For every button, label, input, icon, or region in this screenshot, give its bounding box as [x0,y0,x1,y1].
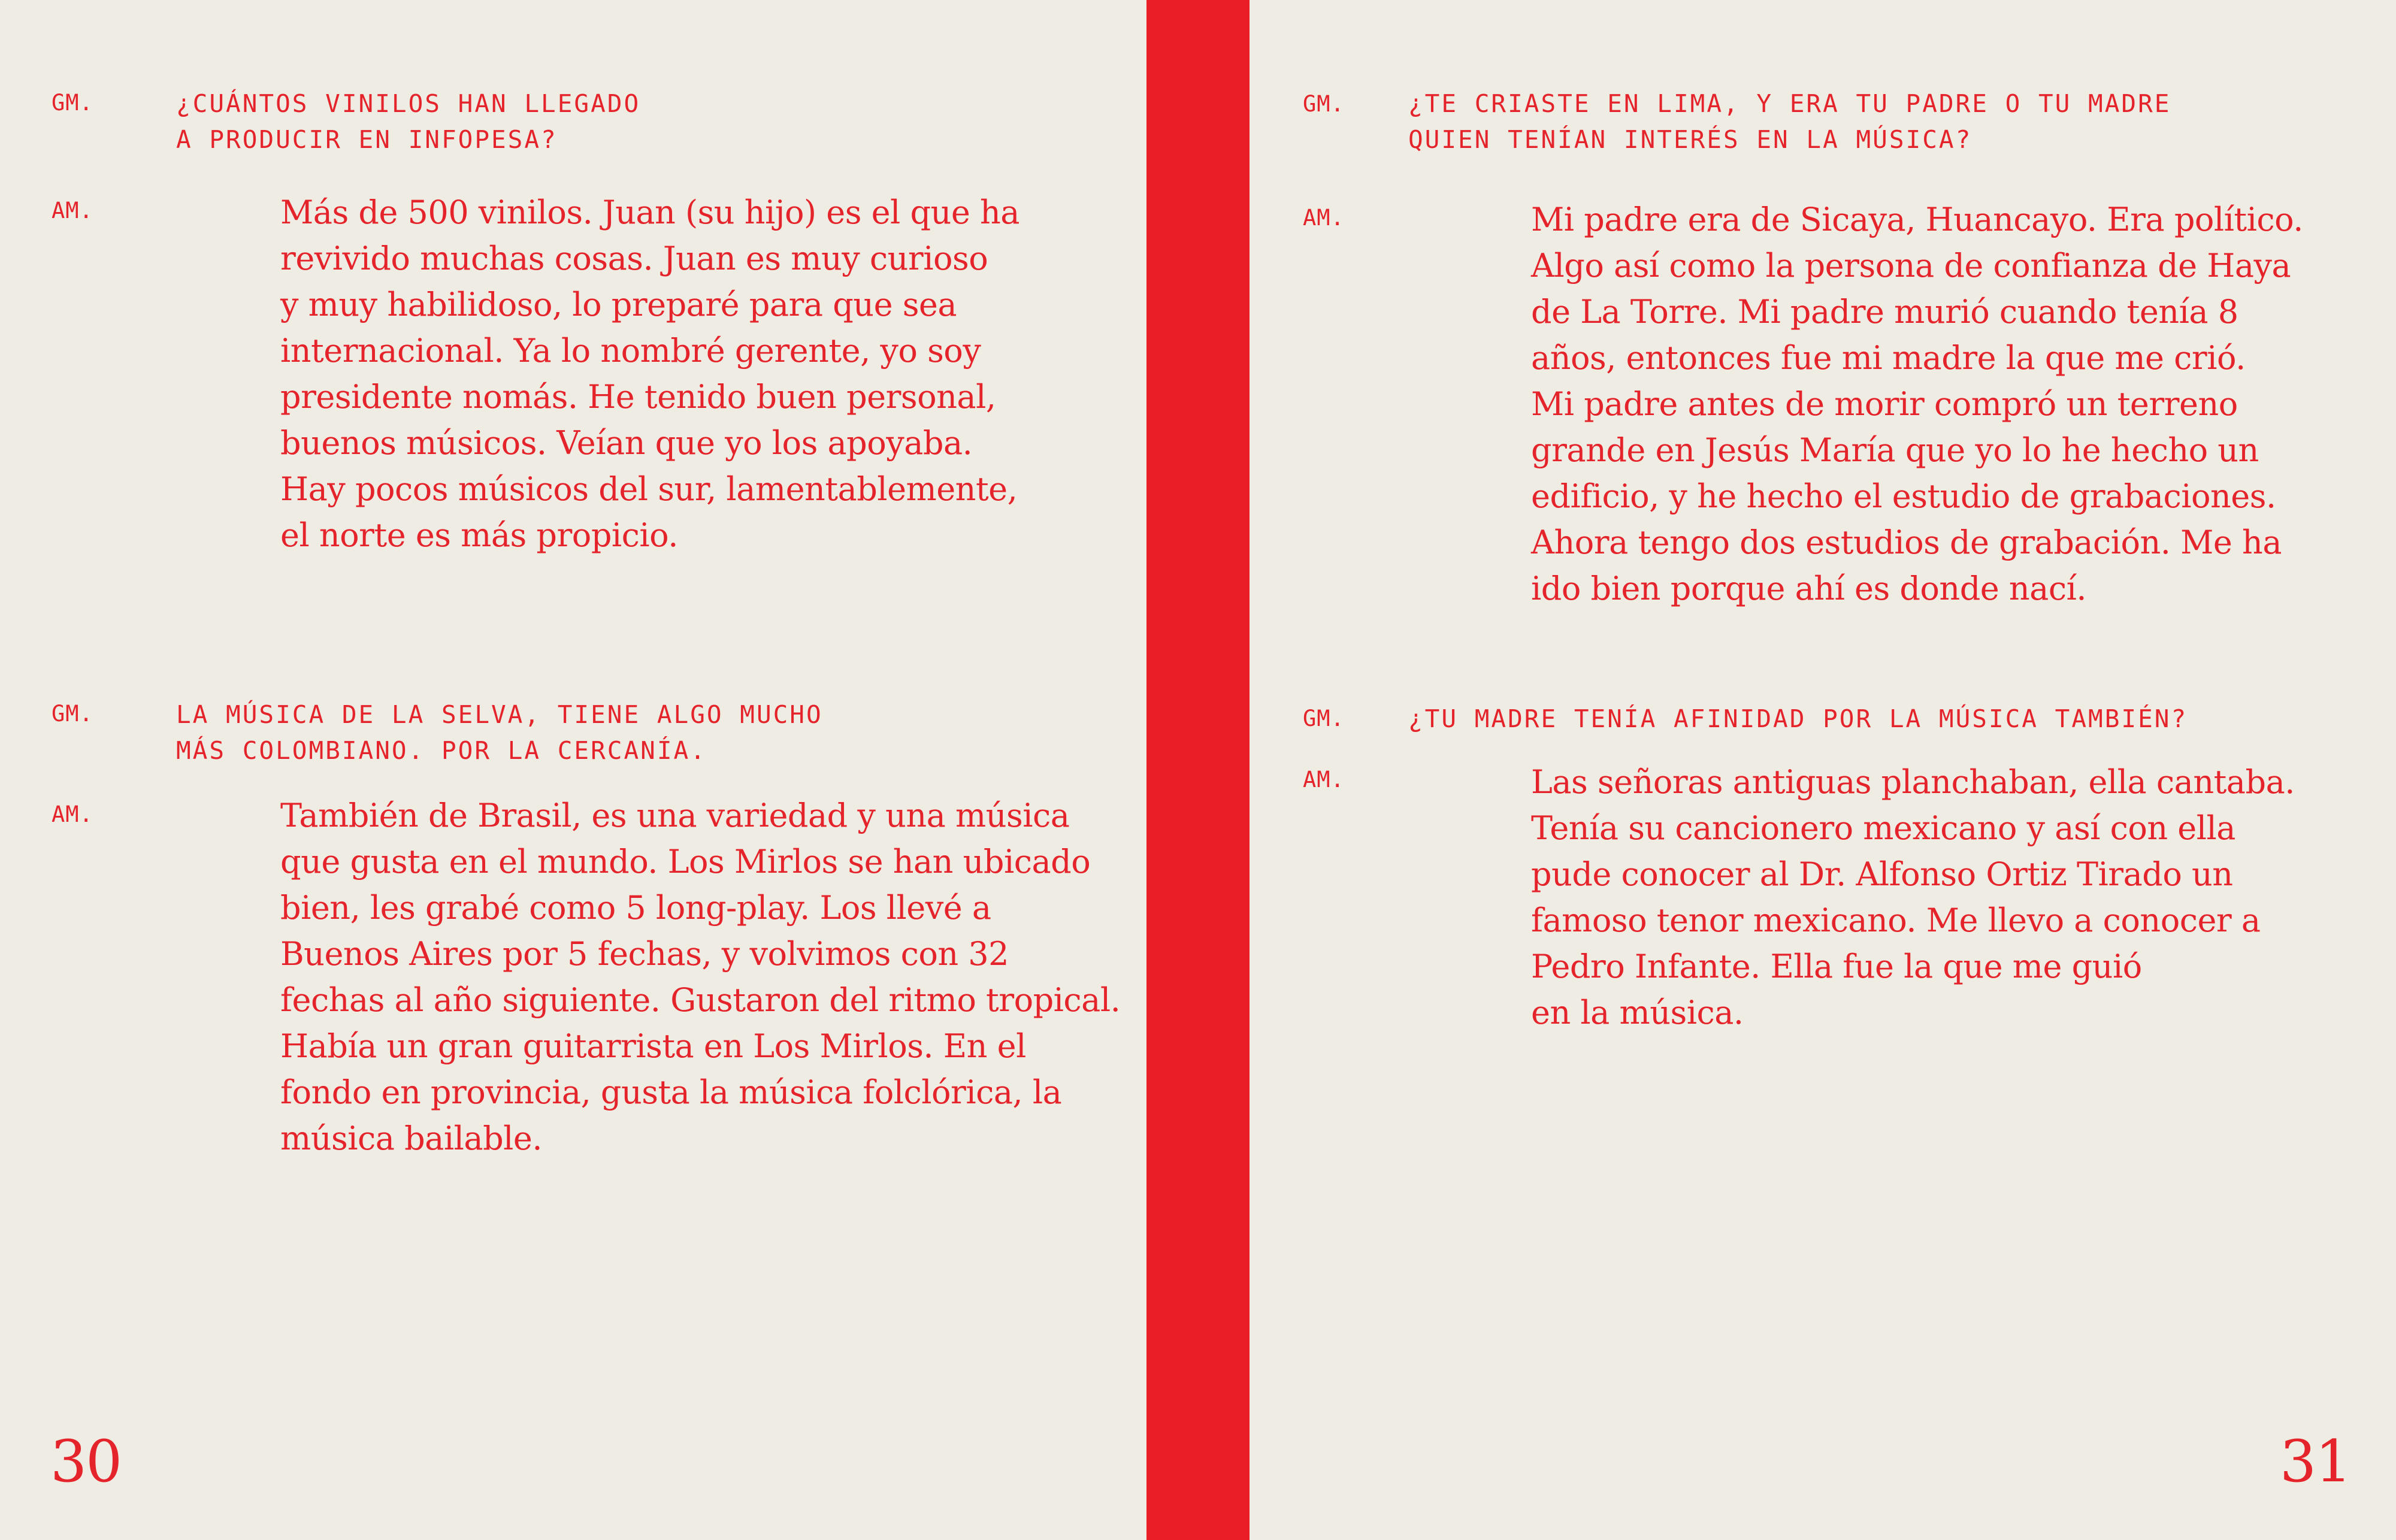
page-number: 30 [50,1428,122,1495]
center-spine-band [1146,0,1250,1540]
left-page [0,0,1146,1540]
right-page [1250,0,2396,1540]
interview-question: LA MÚSICA DE LA SELVA, TIENE ALGO MUCHO MÁS COLOMBIANO. POR LA CERCANÍA. [176,700,823,765]
speaker-label-am: AM. [52,801,93,827]
interview-question: ¿TU MADRE TENÍA AFINIDAD POR LA MÚSICA TAMBIÉN? [1408,704,2188,733]
speaker-label-gm: GM. [1303,706,1345,731]
interview-answer: Más de 500 vinilos. Juan (su hijo) es el que ha revivido muchas cosas. Juan es muy curioso y muy habilidoso, lo preparé para que sea internacional. Ya lo nombré gerente, yo soy presidente nomás. He tenido buen personal, buenos músicos. Veían que yo los apoyaba. Hay pocos músicos del sur, lamentablemente, el norte es más propicio. [280,193,1019,554]
interview-answer: Las señoras antiguas planchaban, ella cantaba. Tenía su cancionero mexicano y así con ella pude conocer al Dr. Alfonso Ortiz Tirado un famoso tenor mexicano. Me llevo a conocer a Pedro Infante. Ella fue la que me guió en la música. [1531,763,2295,1031]
speaker-label-gm: GM. [52,701,93,727]
interview-answer: Mi padre era de Sicaya, Huancayo. Era político. Algo así como la persona de confianza de Haya de La Torre. Mi padre murió cuando tenía 8 años, entonces fue mi madre la que me crió. Mi padre antes de morir compró un terreno grande en Jesús María que yo lo he hecho un edificio, y he hecho el estudio de grabaciones. Ahora tengo dos estudios de grabación. Me ha ido bien porque ahí es donde nací. [1531,201,2303,607]
interview-question: ¿CUÁNTOS VINILOS HAN LLEGADO A PRODUCIR EN INFOPESA? [176,89,641,154]
speaker-label-am: AM. [1303,205,1345,231]
speaker-label-gm: GM. [1303,91,1345,117]
interview-question: ¿TE CRIASTE EN LIMA, Y ERA TU PADRE O TU MADRE QUIEN TENÍAN INTERÉS EN LA MÚSICA? [1408,89,2171,154]
speaker-label-am: AM. [1303,767,1345,792]
speaker-label-gm: GM. [52,90,93,116]
speaker-label-am: AM. [52,198,93,223]
page-number: 31 [2280,1428,2351,1495]
interview-answer: También de Brasil, es una variedad y una música que gusta en el mundo. Los Mirlos se han ubicado bien, les grabé como 5 long-play. Los llevé a Buenos Aires por 5 fechas, y volvimos con 32 fechas al año siguiente. Gustaron del ritmo tropical. Había un gran guitarrista en Los Mirlos. En el fondo en provincia, gusta la música folclórica, la música bailable. [280,797,1121,1157]
